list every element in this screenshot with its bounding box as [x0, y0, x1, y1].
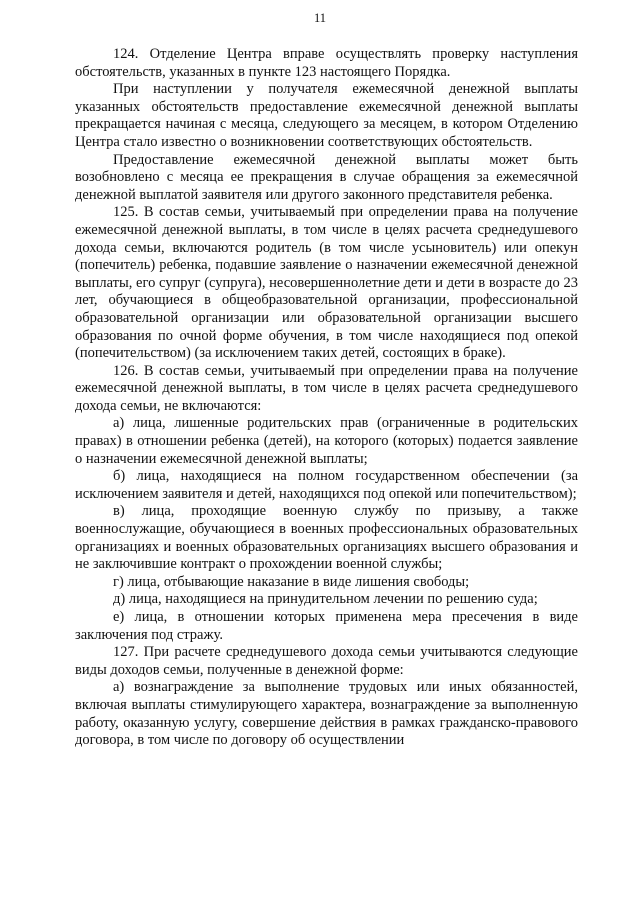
list-item-g: г) лица, отбывающие наказание в виде лишения свободы;: [113, 573, 470, 590]
list-item-e: е) лица, в отношении которых применена мера пресечения в виде заключения под стражу.: [75, 609, 578, 643]
paragraph-124: 124. Отделение Центра вправе осуществлять проверку наступления обстоятельств, указанных в пункте 123 настоящего Порядка.: [75, 46, 578, 80]
paragraph-resumption: Предоставление ежемесячной денежной выплаты может быть возобновлено с месяца ее прекращения в случае обращения за ежемесячной денежной выплатой заявителя или другого законного представителя ребенка.: [75, 151, 578, 203]
list-item-d: д) лица, находящиеся на принудительном лечении по решению суда;: [113, 591, 538, 608]
paragraph-127: 127. При расчете среднедушевого дохода семьи учитываются следующие виды доходов семьи, полученные в денежной форме:: [75, 644, 578, 678]
income-item-a: а) вознаграждение за выполнение трудовых или иных обязанностей, включая выплаты стимулирующего характера, вознаграждение за выполненную работу, оказанную услугу, совершение действия в рамках гражданско-правового договора, в том числе по договору об осуществлении: [75, 679, 578, 749]
paragraph-125: 125. В состав семьи, учитываемый при определении права на получение ежемесячной денежной выплаты, в том числе в целях расчета среднедушевого дохода семьи, включаются родитель (в том числе усыновитель) или опекун (попечитель) ребенка, подавшие заявление о назначении ежемесячной денежной выплаты, его супруг (супруга), несовершеннолетние дети и дети в возрасте до 23 лет, обучающиеся в общеобразовательной организации, профессиональной образовательной организации или образовательной организации высшего образования по очной форме обучения, в том числе находящиеся под опекой (попечительством) (за исключением таких детей, состоящих в браке).: [75, 204, 578, 362]
list-item-a: а) лица, лишенные родительских прав (ограниченные в родительских правах) в отношении ребенка (детей), на которого (которых) подается заявление о назначении ежемесячной денежной выплаты;: [75, 415, 578, 467]
list-item-v: в) лица, проходящие военную службу по призыву, а также военнослужащие, обучающиеся в военных профессиональных образовательных организациях и военных образовательных организациях высшего образования и не заключившие контракт о прохождении военной службы;: [75, 503, 578, 573]
list-item-b: б) лица, находящиеся на полном государственном обеспечении (за исключением заявителя и детей, находящихся под опекой или попечительством);: [75, 468, 578, 502]
paragraph-126: 126. В состав семьи, учитываемый при определении права на получение ежемесячной денежной выплаты, в том числе в целях расчета среднедушевого дохода семьи, не включаются:: [75, 362, 578, 414]
paragraph-termination: При наступлении у получателя ежемесячной денежной выплаты указанных обстоятельств предоставление ежемесячной денежной выплаты прекращается начиная с месяца, следующего за месяцем, в котором Отделению Центра стало известно о возникновении соответствующих обстоятельств.: [75, 81, 578, 150]
page-number: 11: [313, 11, 327, 25]
document-body: [75, 46, 578, 750]
